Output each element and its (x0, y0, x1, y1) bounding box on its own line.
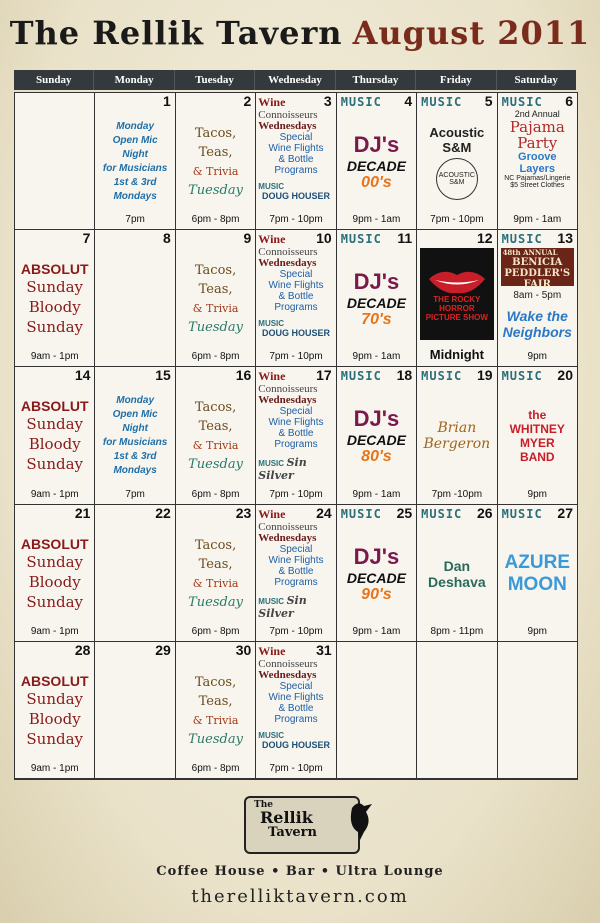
calendar-cell-23 (176, 505, 255, 641)
event-time: 7pm - 10pm (430, 214, 484, 226)
day-number: 9 (243, 230, 252, 247)
day-number: 24 (316, 504, 332, 521)
event-time: 6pm - 8pm (191, 488, 240, 500)
logo-line: Rellik (260, 808, 313, 827)
calendar-cell-9 (176, 230, 255, 366)
performer-name: DOUG HOUSER (261, 328, 330, 339)
weekday-header (14, 70, 576, 90)
event-time: 9pm - 1am (352, 488, 401, 500)
wine-line: Wine Flights (268, 280, 324, 292)
tacos-line: & Trivia (192, 439, 239, 453)
day-number: 15 (155, 367, 171, 384)
open-mic-event (97, 389, 172, 483)
event-line: Layers (519, 163, 556, 175)
dj-event (339, 252, 414, 346)
tacos-line: Tacos, (194, 674, 237, 690)
dj-title: DJ's (353, 543, 400, 569)
peddlers-fair-banner (501, 248, 574, 291)
day-number: 29 (155, 641, 171, 658)
day-number: 14 (74, 367, 91, 384)
performer-line: MOON (507, 573, 567, 595)
tavern-logo (244, 796, 360, 854)
music-label: MUSIC (340, 95, 382, 109)
calendar-cell-14 (15, 367, 94, 503)
wine-line: Wine (258, 643, 286, 658)
event-time: 9am - 1pm (30, 625, 79, 637)
logo-line: Tavern (268, 825, 317, 840)
dj-decade: 90's (361, 585, 392, 603)
day-number: 30 (235, 641, 252, 658)
day-number: 16 (235, 367, 252, 384)
wine-line: Programs (274, 713, 318, 725)
event-time: 9am - 1pm (30, 488, 79, 500)
tacos-line: & Trivia (192, 302, 239, 316)
event-line: Neighbors (502, 324, 572, 341)
calendar-cell-1 (95, 93, 174, 229)
website-link[interactable]: therelliktavern.com (191, 886, 409, 907)
mic-line: Night (122, 423, 148, 435)
dj-decade-label: DECADE (346, 295, 406, 312)
day-number: 5 (484, 93, 493, 109)
tacos-line: Tuesday (188, 320, 243, 336)
music-label: MUSIC (501, 369, 543, 384)
day-number: 28 (74, 641, 91, 658)
calendar-cell-13 (498, 230, 577, 366)
wine-event (258, 232, 333, 338)
dj-decade: 80's (361, 448, 392, 466)
performer-event (419, 389, 494, 483)
tacos-line: & Trivia (192, 165, 239, 179)
day-number: 4 (404, 93, 413, 109)
tacos-line: Teas, (198, 693, 233, 709)
acoustic-event (419, 115, 494, 209)
event-time: 7pm - 10pm (269, 351, 323, 363)
tacos-event (178, 252, 253, 346)
mic-line: Monday (116, 121, 155, 133)
calendar-grid (14, 92, 578, 780)
day-number: 17 (316, 367, 332, 384)
wine-line: Wine (258, 506, 286, 521)
event-time: 9am - 1pm (30, 762, 79, 774)
tacos-event (178, 115, 253, 209)
wine-line: Wine Flights (268, 691, 324, 703)
wine-line: Special (279, 269, 313, 281)
event-time: Midnight (429, 347, 484, 363)
absolut-line: Sunday (26, 552, 84, 571)
wine-line: & Bottle (278, 291, 314, 303)
performer-line: Deshava (428, 573, 486, 590)
absolut-line: ABSOLUT (20, 261, 89, 278)
mic-line: 1st & 3rd (113, 177, 157, 189)
page-title (0, 14, 600, 52)
tacos-line: Tacos, (194, 263, 237, 279)
event-time: 6pm - 8pm (191, 762, 240, 774)
performer-name: Sin Silver (258, 456, 307, 483)
calendar-cell-31 (256, 642, 335, 778)
wine-line: Connoisseurs (258, 109, 318, 121)
wine-line: Wine (258, 95, 286, 109)
event-line: Wake the (506, 308, 568, 325)
absolut-line: Sunday (26, 729, 84, 748)
calendar-cell-12 (417, 230, 496, 366)
calendar-cell-3 (256, 93, 335, 229)
wine-line: & Bottle (278, 154, 314, 165)
event-time: 6pm - 8pm (191, 351, 240, 363)
absolut-event (17, 389, 92, 483)
day-number: 19 (476, 367, 493, 384)
tagline: Coffee House • Bar • Ultra Lounge (156, 864, 444, 879)
raven-icon (346, 800, 376, 840)
absolut-line: Sunday (26, 689, 84, 708)
music-label: MUSIC (501, 506, 543, 521)
mic-line: for Musicians (102, 437, 168, 449)
music-label: MUSIC (258, 596, 285, 606)
performer-line: BAND (519, 450, 555, 465)
event-line: $5 Street Clothes (510, 182, 565, 189)
wine-line: Wednesdays (258, 394, 317, 407)
wine-line: Wine Flights (268, 554, 324, 566)
logo-line: The (254, 800, 273, 810)
calendar-cell-22 (95, 505, 174, 641)
performer-name: Sin Silver (258, 593, 307, 620)
calendar-cell-empty (498, 642, 577, 778)
event-time: 9pm (527, 488, 547, 500)
lips-icon (427, 267, 487, 295)
dj-decade: 70's (361, 311, 392, 329)
wine-line: Programs (274, 576, 318, 588)
event-line: 2nd Annual (514, 109, 560, 119)
calendar-cell-28 (15, 642, 94, 778)
performer-event (500, 527, 575, 621)
calendar-cell-7 (15, 230, 94, 366)
day-number: 26 (476, 504, 493, 521)
absolut-line: Sunday (26, 318, 84, 337)
event-time: 6pm - 8pm (191, 214, 240, 226)
absolut-line: Bloody (28, 709, 81, 728)
dj-event (339, 389, 414, 483)
event-time: 9pm - 1am (352, 625, 401, 637)
day-sunday: Sunday (14, 70, 94, 90)
music-label: MUSIC (340, 232, 382, 247)
dj-title: DJ's (353, 269, 400, 295)
wine-line: Wine (258, 369, 286, 384)
calendar-cell-empty (337, 642, 416, 778)
performer-line: MYER (519, 436, 555, 451)
tacos-line: Tacos, (194, 537, 237, 553)
calendar-cell-17 (256, 367, 335, 503)
music-label: MUSIC (340, 369, 382, 384)
calendar-cell-empty (15, 93, 94, 229)
dj-decade-label: DECADE (346, 569, 406, 586)
wine-line: Special (279, 543, 313, 555)
wine-line: Special (279, 680, 313, 692)
day-number: 1 (163, 93, 171, 109)
open-mic-event (97, 115, 172, 209)
tacos-line: Tacos, (194, 400, 237, 416)
dj-title: DJ's (353, 406, 400, 432)
tacos-line: Teas, (198, 419, 233, 435)
wine-line: & Bottle (278, 428, 314, 440)
tacos-line: Teas, (198, 145, 233, 161)
event-time: 8pm - 11pm (430, 625, 484, 637)
performer-line: Bergeron (423, 436, 491, 453)
event-time: 9pm - 1am (513, 214, 562, 226)
music-label: MUSIC (421, 506, 463, 521)
event-line: 8am - 5pm (513, 290, 562, 302)
calendar-cell-30 (176, 642, 255, 778)
event-time: 9pm - 1am (352, 214, 401, 226)
month-label: August 2011 (352, 14, 591, 52)
act-line: S&M (442, 139, 472, 155)
absolut-line: Bloody (28, 298, 81, 317)
event-line: Pajama (509, 118, 565, 136)
wine-line: Programs (274, 165, 318, 176)
wine-line: & Bottle (278, 702, 314, 714)
wine-line: Programs (274, 439, 318, 451)
mic-line: Open Mic (112, 135, 158, 147)
event-time: 7pm -10pm (431, 488, 483, 500)
music-label: MUSIC (501, 95, 543, 109)
tacos-line: Tuesday (188, 183, 243, 199)
event-time: 9am - 1pm (30, 351, 79, 363)
wine-line: & Bottle (278, 565, 314, 577)
event-line: NC Pajamas/Lingerie (504, 175, 571, 182)
absolut-line: Bloody (28, 435, 81, 454)
calendar-cell-6 (498, 93, 577, 229)
tacos-event (178, 527, 253, 621)
performer-event (500, 389, 575, 483)
tacos-line: & Trivia (192, 713, 239, 727)
event-time: 9pm (527, 625, 547, 637)
poster-title: THE ROCKY HORROR PICTURE SHOW (425, 294, 488, 322)
performer-line: Dan (443, 557, 471, 574)
tacos-line: Tuesday (188, 731, 243, 747)
wine-line: Wednesdays (258, 257, 317, 270)
tacos-line: & Trivia (192, 576, 239, 590)
music-label: MUSIC (258, 730, 285, 740)
pajama-event (500, 109, 575, 209)
event-time: 6pm - 8pm (191, 625, 240, 637)
music-label: MUSIC (258, 319, 285, 329)
dj-event (339, 527, 414, 621)
rocky-horror-poster (420, 248, 493, 340)
day-number: 7 (82, 230, 91, 247)
day-friday: Friday (416, 70, 496, 90)
mic-line: for Musicians (102, 163, 168, 175)
mic-line: Mondays (113, 465, 157, 477)
performer-line: Brian (437, 420, 477, 437)
day-number: 6 (565, 93, 573, 109)
absolut-event (17, 252, 92, 346)
tavern-name: The Rellik Tavern (9, 14, 343, 52)
wine-line: Connoisseurs (258, 383, 318, 396)
day-number: 13 (557, 230, 573, 247)
wine-line: Wednesdays (258, 668, 317, 681)
wine-line: Programs (274, 302, 318, 314)
mic-line: Open Mic (112, 409, 158, 421)
wine-event (258, 641, 333, 750)
mic-line: Monday (116, 395, 155, 407)
event-time: 7pm - 10pm (269, 488, 323, 500)
day-number: 10 (316, 230, 332, 247)
wine-event (258, 95, 333, 201)
tacos-event (178, 664, 253, 758)
performer-line: the (528, 408, 547, 423)
day-number: 27 (557, 504, 573, 521)
calendar-cell-29 (95, 642, 174, 778)
wine-line: Wine Flights (268, 417, 324, 429)
dj-decade: 00's (361, 174, 392, 192)
day-number: 22 (155, 504, 171, 521)
music-label: MUSIC (501, 232, 543, 247)
calendar-cell-11 (337, 230, 416, 366)
event-time: 7pm (125, 488, 145, 500)
performer-line: WHITNEY (509, 422, 565, 437)
day-thursday: Thursday (336, 70, 416, 90)
tacos-line: Teas, (198, 282, 233, 298)
tacos-event (178, 389, 253, 483)
tacos-line: Teas, (198, 556, 233, 572)
act-line: Acoustic (429, 124, 485, 140)
calendar-cell-26 (417, 505, 496, 641)
day-number: 3 (323, 93, 332, 109)
calendar-cell-10 (256, 230, 335, 366)
wine-line: Wine (258, 232, 286, 247)
calendar-cell-25 (337, 505, 416, 641)
wine-event (258, 504, 333, 620)
calendar-cell-27 (498, 505, 577, 641)
event-time: 7pm - 10pm (269, 762, 323, 774)
performer-line: AZURE (504, 551, 570, 573)
day-monday: Monday (94, 70, 174, 90)
absolut-line: Sunday (26, 592, 84, 611)
day-number: 8 (163, 230, 171, 247)
event-time: 7pm (125, 214, 145, 226)
calendar-cell-18 (337, 367, 416, 503)
calendar-cell-19 (417, 367, 496, 503)
absolut-line: ABSOLUT (20, 672, 89, 689)
day-number: 21 (74, 504, 91, 521)
day-number: 31 (316, 641, 332, 658)
tacos-line: Tuesday (188, 457, 243, 473)
wine-line: Wine Flights (268, 143, 324, 154)
absolut-line: ABSOLUT (20, 398, 89, 415)
calendar-cell-5 (417, 93, 496, 229)
calendar-cell-empty (417, 642, 496, 778)
music-label: MUSIC (258, 459, 285, 469)
acoustic-logo: ACOUSTIC S&M (436, 158, 478, 200)
wine-line: Wednesdays (258, 120, 317, 132)
music-label: MUSIC (258, 182, 285, 191)
wine-line: Connoisseurs (258, 246, 318, 259)
day-tuesday: Tuesday (175, 70, 255, 90)
calendar-cell-21 (15, 505, 94, 641)
day-number: 2 (243, 93, 252, 109)
day-saturday: Saturday (514, 74, 558, 86)
tacos-line: Tuesday (188, 594, 243, 610)
mic-line: 1st & 3rd (113, 451, 157, 463)
calendar-cell-24 (256, 505, 335, 641)
absolut-line: Sunday (26, 455, 84, 474)
calendar-cell-15 (95, 367, 174, 503)
absolut-event (17, 664, 92, 758)
event-line: BENICIA PEDDLER'S FAIR (504, 257, 571, 291)
calendar-cell-4 (337, 93, 416, 229)
wine-line: Wednesdays (258, 531, 317, 544)
mic-line: Night (122, 149, 148, 161)
wine-line: Connoisseurs (258, 657, 318, 670)
calendar-cell-16 (176, 367, 255, 503)
performer-name: DOUG HOUSER (261, 191, 330, 201)
dj-decade-label: DECADE (346, 158, 406, 175)
day-number: 18 (396, 367, 413, 384)
wine-line: Special (279, 132, 313, 143)
performer-name: DOUG HOUSER (261, 739, 330, 750)
calendar-cell-20 (498, 367, 577, 503)
calendar-cell-2 (176, 93, 255, 229)
wine-event (258, 369, 333, 482)
event-time: 7pm - 10pm (269, 625, 323, 637)
absolut-event (17, 527, 92, 621)
dj-event (339, 115, 414, 209)
event-time: 9pm - 1am (352, 351, 401, 363)
dj-title: DJ's (353, 132, 400, 158)
event-time: 7pm - 10pm (269, 214, 323, 226)
event-line: Party (517, 134, 558, 152)
absolut-line: Sunday (26, 415, 84, 434)
day-number: 11 (397, 230, 413, 247)
tacos-line: Tacos, (194, 126, 237, 142)
day-number: 12 (476, 230, 493, 247)
performer-event (419, 527, 494, 621)
music-label: MUSIC (340, 506, 382, 521)
event-line: 48th ANNUAL (502, 248, 558, 258)
absolut-line: Sunday (26, 278, 84, 297)
absolut-line: Bloody (28, 572, 81, 591)
dj-decade-label: DECADE (346, 432, 406, 449)
day-number: 25 (396, 504, 413, 521)
day-number: 23 (235, 504, 252, 521)
event-line: Groove (518, 151, 557, 163)
wine-line: Connoisseurs (258, 520, 318, 533)
wine-line: Special (279, 406, 313, 418)
calendar-cell-8 (95, 230, 174, 366)
mic-line: Mondays (113, 191, 157, 203)
music-label: MUSIC (421, 95, 463, 109)
music-label: MUSIC (421, 369, 463, 384)
event-time: 9pm (527, 351, 547, 363)
absolut-line: ABSOLUT (20, 535, 89, 552)
day-wednesday: Wednesday (255, 70, 335, 90)
day-number: 20 (557, 367, 573, 384)
